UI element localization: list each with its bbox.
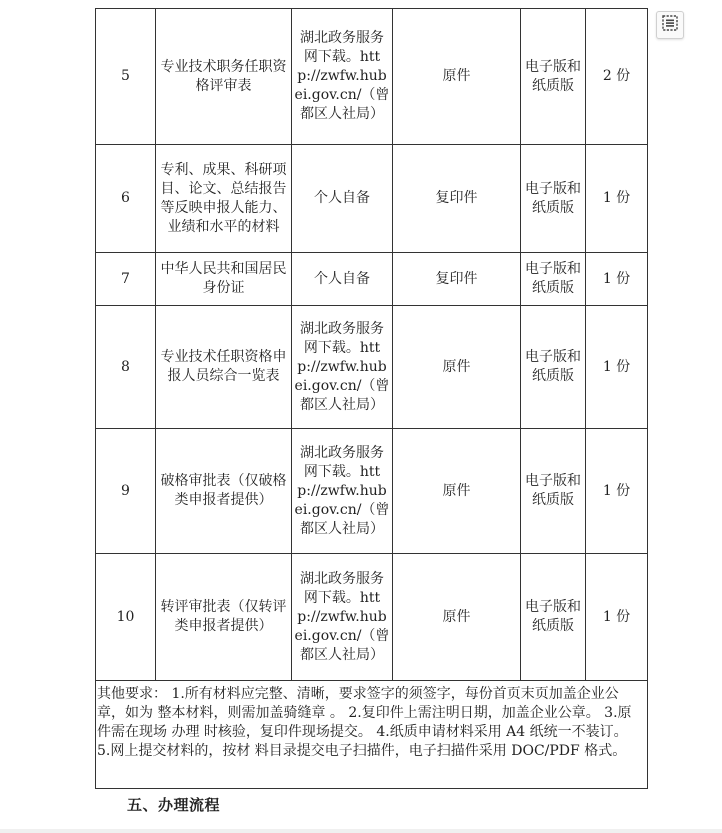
material-name: 专业技术职务任职资格评审表 bbox=[156, 9, 292, 145]
material-source: 湖北政务服务网下载。http://zwfw.hubei.gov.cn/（曾都区人社局） bbox=[292, 429, 393, 554]
other-requirements-note: 其他要求： 1.所有材料应完整、清晰，要求签字的须签字，每份首页末页加盖企业公章，如为 整本材料，则需加盖骑缝章 。 2.复印件上需注明日期，加盖企业公章。 3.原件需在现场 办理 时核验，复印件现场提交。 4.纸质申请材料采用 A4 纸统一不装订。 5.网上提交材料的，按材 料目录提交电子扫描件，电子扫描件采用 DOC/PDF 格式。 bbox=[96, 681, 648, 789]
material-name: 中华人民共和国居民身份证 bbox=[156, 253, 292, 306]
material-type: 复印件 bbox=[393, 253, 521, 306]
material-copies: 2 份 bbox=[586, 9, 648, 145]
material-type: 原件 bbox=[393, 306, 521, 429]
materials-table-body bbox=[96, 9, 648, 789]
material-format: 电子版和纸质版 bbox=[521, 306, 586, 429]
row-number: 8 bbox=[96, 306, 156, 429]
table-row bbox=[96, 429, 648, 554]
material-format: 电子版和纸质版 bbox=[521, 554, 586, 681]
material-name: 破格审批表（仅破格类申报者提供） bbox=[156, 429, 292, 554]
material-format: 电子版和纸质版 bbox=[521, 145, 586, 253]
material-format: 电子版和纸质版 bbox=[521, 429, 586, 554]
material-source: 个人自备 bbox=[292, 253, 393, 306]
layout-toggle-button[interactable] bbox=[656, 11, 684, 39]
table-row bbox=[96, 145, 648, 253]
material-name: 专业技术任职资格申报人员综合一览表 bbox=[156, 306, 292, 429]
material-type: 原件 bbox=[393, 429, 521, 554]
page-bottom-edge bbox=[0, 829, 722, 833]
table-row bbox=[96, 554, 648, 681]
material-type: 原件 bbox=[393, 9, 521, 145]
material-format: 电子版和纸质版 bbox=[521, 253, 586, 306]
material-source: 湖北政务服务网下载。http://zwfw.hubei.gov.cn/（曾都区人社局） bbox=[292, 9, 393, 145]
notes-row bbox=[96, 681, 648, 789]
material-name: 转评审批表（仅转评类申报者提供） bbox=[156, 554, 292, 681]
material-source: 湖北政务服务网下载。http://zwfw.hubei.gov.cn/（曾都区人社局） bbox=[292, 554, 393, 681]
row-number: 6 bbox=[96, 145, 156, 253]
material-type: 原件 bbox=[393, 554, 521, 681]
material-source: 个人自备 bbox=[292, 145, 393, 253]
material-copies: 1 份 bbox=[586, 253, 648, 306]
layout-toggle-icon bbox=[661, 14, 679, 36]
table-row bbox=[96, 306, 648, 429]
section-heading: 五、办理流程 bbox=[127, 796, 221, 814]
row-number: 10 bbox=[96, 554, 156, 681]
row-number: 9 bbox=[96, 429, 156, 554]
material-copies: 1 份 bbox=[586, 429, 648, 554]
materials-table bbox=[95, 8, 648, 789]
material-source: 湖北政务服务网下载。http://zwfw.hubei.gov.cn/（曾都区人社局） bbox=[292, 306, 393, 429]
material-copies: 1 份 bbox=[586, 306, 648, 429]
material-name: 专利、成果、科研项目、论文、总结报告等反映申报人能力、业绩和水平的材料 bbox=[156, 145, 292, 253]
table-row bbox=[96, 253, 648, 306]
material-format: 电子版和纸质版 bbox=[521, 9, 586, 145]
material-copies: 1 份 bbox=[586, 145, 648, 253]
table-row bbox=[96, 9, 648, 145]
row-number: 7 bbox=[96, 253, 156, 306]
material-copies: 1 份 bbox=[586, 554, 648, 681]
row-number: 5 bbox=[96, 9, 156, 145]
material-type: 复印件 bbox=[393, 145, 521, 253]
